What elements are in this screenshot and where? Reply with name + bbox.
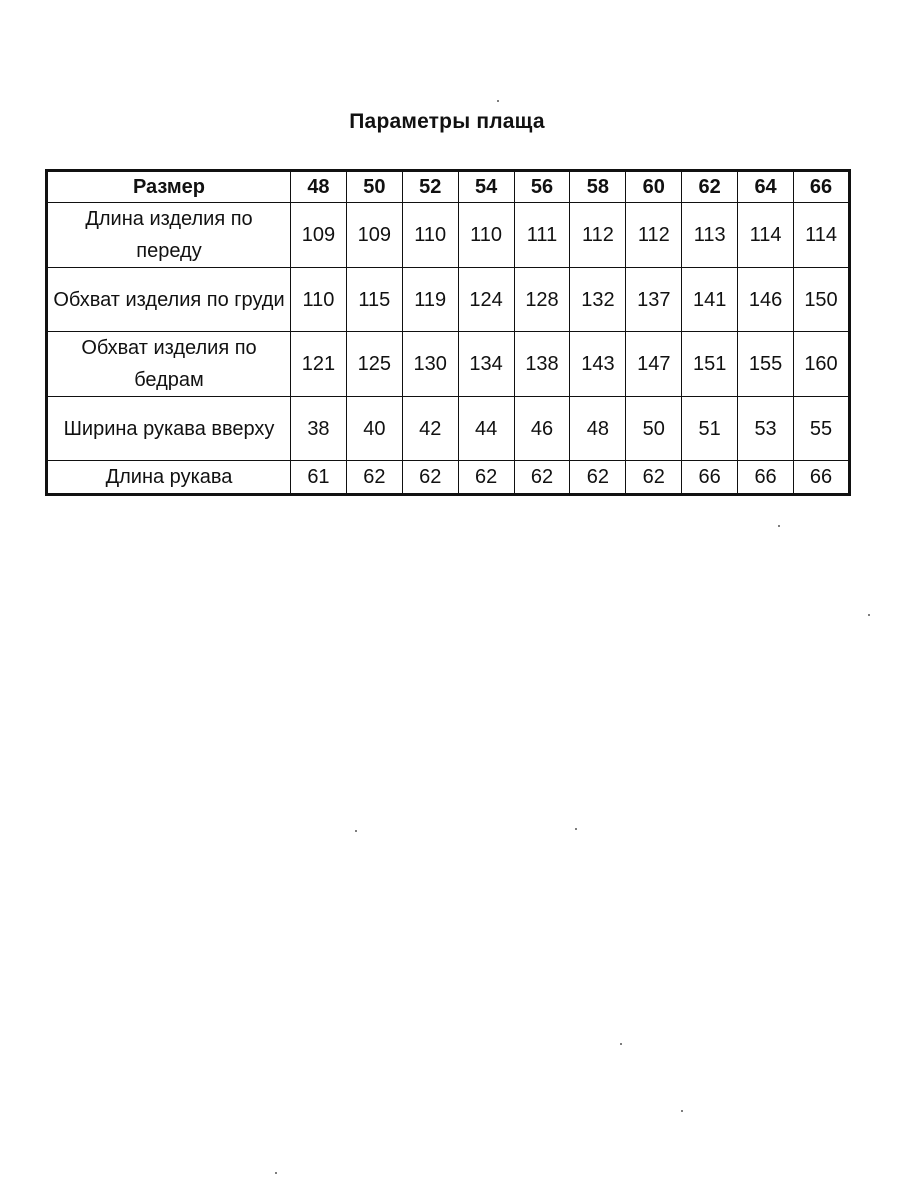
- table-cell: 146: [738, 268, 794, 332]
- row-label: Ширина рукава вверху: [47, 397, 291, 461]
- row-label: Обхват изделия по бедрам: [47, 332, 291, 397]
- table-row: [47, 332, 850, 397]
- table-row: [47, 203, 850, 268]
- table-cell: 66: [682, 461, 738, 495]
- scan-speck: [575, 828, 577, 830]
- table-cell: 110: [291, 268, 347, 332]
- table-cell: 110: [458, 203, 514, 268]
- size-header: 48: [291, 171, 347, 203]
- table-cell: 112: [626, 203, 682, 268]
- table-cell: 130: [402, 332, 458, 397]
- table-cell: 151: [682, 332, 738, 397]
- table-cell: 62: [514, 461, 570, 495]
- table-cell: 62: [402, 461, 458, 495]
- scan-speck: [681, 1110, 683, 1112]
- table-row: [47, 397, 850, 461]
- table-cell: 134: [458, 332, 514, 397]
- size-header: 64: [738, 171, 794, 203]
- table-cell: 125: [346, 332, 402, 397]
- table-cell: 42: [402, 397, 458, 461]
- table-cell: 128: [514, 268, 570, 332]
- size-header: 52: [402, 171, 458, 203]
- table-cell: 62: [346, 461, 402, 495]
- table-cell: 141: [682, 268, 738, 332]
- size-header: 54: [458, 171, 514, 203]
- size-header: 60: [626, 171, 682, 203]
- table-cell: 66: [794, 461, 850, 495]
- table-cell: 115: [346, 268, 402, 332]
- size-table: [45, 169, 851, 496]
- table-cell: 137: [626, 268, 682, 332]
- size-header: 58: [570, 171, 626, 203]
- table-cell: 44: [458, 397, 514, 461]
- size-header: 56: [514, 171, 570, 203]
- table-cell: 62: [458, 461, 514, 495]
- table-cell: 53: [738, 397, 794, 461]
- table-cell: 51: [682, 397, 738, 461]
- table-row: [47, 461, 850, 495]
- size-header: 62: [682, 171, 738, 203]
- table-cell: 155: [738, 332, 794, 397]
- row-label: Длина изделия по переду: [47, 203, 291, 268]
- scan-speck: [620, 1043, 622, 1045]
- table-cell: 62: [570, 461, 626, 495]
- table-cell: 55: [794, 397, 850, 461]
- table-cell: 113: [682, 203, 738, 268]
- table-cell: 109: [346, 203, 402, 268]
- table-cell: 160: [794, 332, 850, 397]
- table-cell: 143: [570, 332, 626, 397]
- scan-speck: [868, 614, 870, 616]
- table-row: [47, 268, 850, 332]
- header-label: Размер: [47, 171, 291, 203]
- scan-speck: [497, 100, 499, 102]
- table-cell: 48: [570, 397, 626, 461]
- table-cell: 50: [626, 397, 682, 461]
- table-cell: 112: [570, 203, 626, 268]
- table-cell: 150: [794, 268, 850, 332]
- table-cell: 132: [570, 268, 626, 332]
- table-cell: 121: [291, 332, 347, 397]
- size-header: 66: [794, 171, 850, 203]
- row-label: Длина рукава: [47, 461, 291, 495]
- table-cell: 40: [346, 397, 402, 461]
- table-cell: 110: [402, 203, 458, 268]
- size-header: 50: [346, 171, 402, 203]
- table-cell: 138: [514, 332, 570, 397]
- table-cell: 66: [738, 461, 794, 495]
- table-cell: 61: [291, 461, 347, 495]
- page-title: Параметры плаща: [349, 110, 545, 133]
- scan-speck: [355, 830, 357, 832]
- row-label: Обхват изделия по груди: [47, 268, 291, 332]
- table-cell: 38: [291, 397, 347, 461]
- table-cell: 109: [291, 203, 347, 268]
- table-cell: 114: [794, 203, 850, 268]
- table-cell: 111: [514, 203, 570, 268]
- table-cell: 119: [402, 268, 458, 332]
- table-header-row: [47, 171, 850, 203]
- table-cell: 62: [626, 461, 682, 495]
- table-cell: 147: [626, 332, 682, 397]
- scan-speck: [275, 1172, 277, 1174]
- scan-speck: [778, 525, 780, 527]
- table-cell: 124: [458, 268, 514, 332]
- table-cell: 114: [738, 203, 794, 268]
- table-cell: 46: [514, 397, 570, 461]
